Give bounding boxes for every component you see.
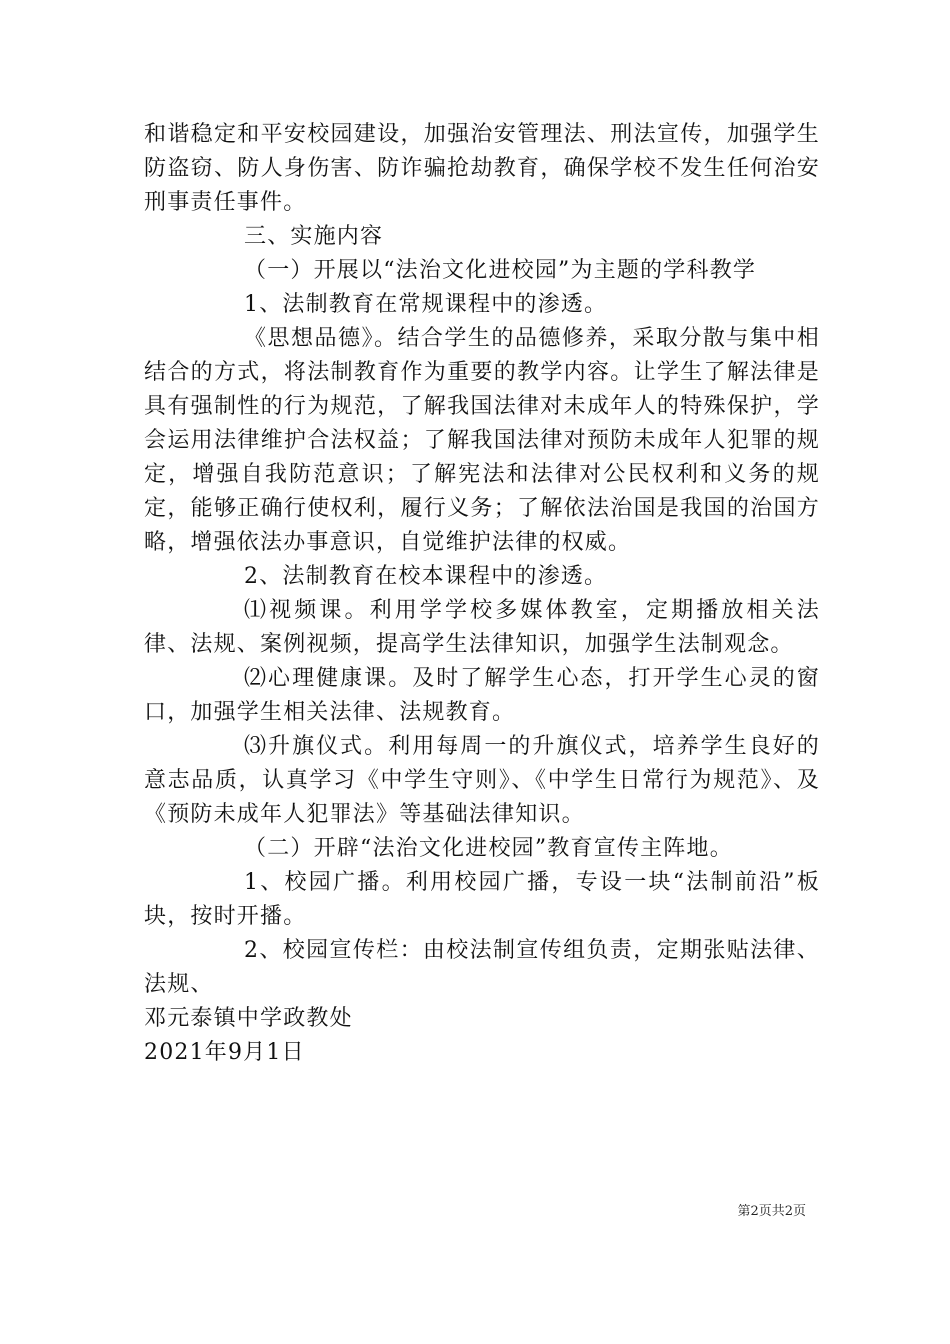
signature-org: 邓元泰镇中学政教处 — [144, 1006, 353, 1031]
paragraph-campus-broadcast: 1、校园广播。利用校园广播，专设一块“法制前沿”板块，按时开播。 — [144, 870, 820, 929]
signature-date: 2021年9月1日 — [144, 1040, 305, 1065]
paragraph-school-safety: 和谐稳定和平安校园建设，加强治安管理法、刑法宣传，加强学生防盗窃、防人身伤害、防诈骗抢劫教育，确保学校不发生任何治安刑事责任事件。 — [144, 122, 820, 215]
paragraph-mental-health: ⑵心理健康课。及时了解学生心态，打开学生心灵的窗口，加强学生相关法律、法规教育。 — [144, 666, 820, 725]
paragraph-video-class: ⑴视频课。利用学学校多媒体教室，定期播放相关法律、法规、案例视频，提高学生法律知识，加强学生法制观念。 — [144, 598, 820, 657]
item-school-courses: 2、法制教育在校本课程中的渗透。 — [244, 564, 608, 589]
heading-implementation: 三、实施内容 — [244, 224, 384, 249]
paragraph-flag-ceremony: ⑶升旗仪式。利用每周一的升旗仪式，培养学生良好的意志品质，认真学习《中学生守则》、《中学生日常行为规范》、及《预防未成年人犯罪法》等基础法律知识。 — [144, 734, 820, 827]
item-regular-courses: 1、法制教育在常规课程中的渗透。 — [244, 292, 608, 317]
subheading-subject-teaching: （一）开展以“法治文化进校园”为主题的学科教学 — [244, 258, 757, 283]
paragraph-bulletin-board: 2、校园宣传栏：由校法制宣传组负责，定期张贴法律、法规、 — [144, 938, 820, 997]
paragraph-moral-education: 《思想品德》。结合学生的品德修养，采取分散与集中相结合的方式，将法制教育作为重要的教学内容。让学生了解法律是具有强制性的行为规范，了解我国法律对未成年人的特殊保护，学会运用法律维护合法权益；了解我国法律对预防未成年人犯罪的规定，增强自我防范意识；了解宪法和法律对公民权利和义务的规定，能够正确行使权利，履行义务；了解依法治国是我国的治国方略，增强依法办事意识，自觉维护法律的权威。 — [144, 326, 820, 555]
document-body — [144, 118, 820, 1070]
subheading-publicity: （二）开辟“法治文化进校园”教育宣传主阵地。 — [244, 836, 733, 861]
page-number: 第2页共2页 — [737, 1204, 806, 1219]
